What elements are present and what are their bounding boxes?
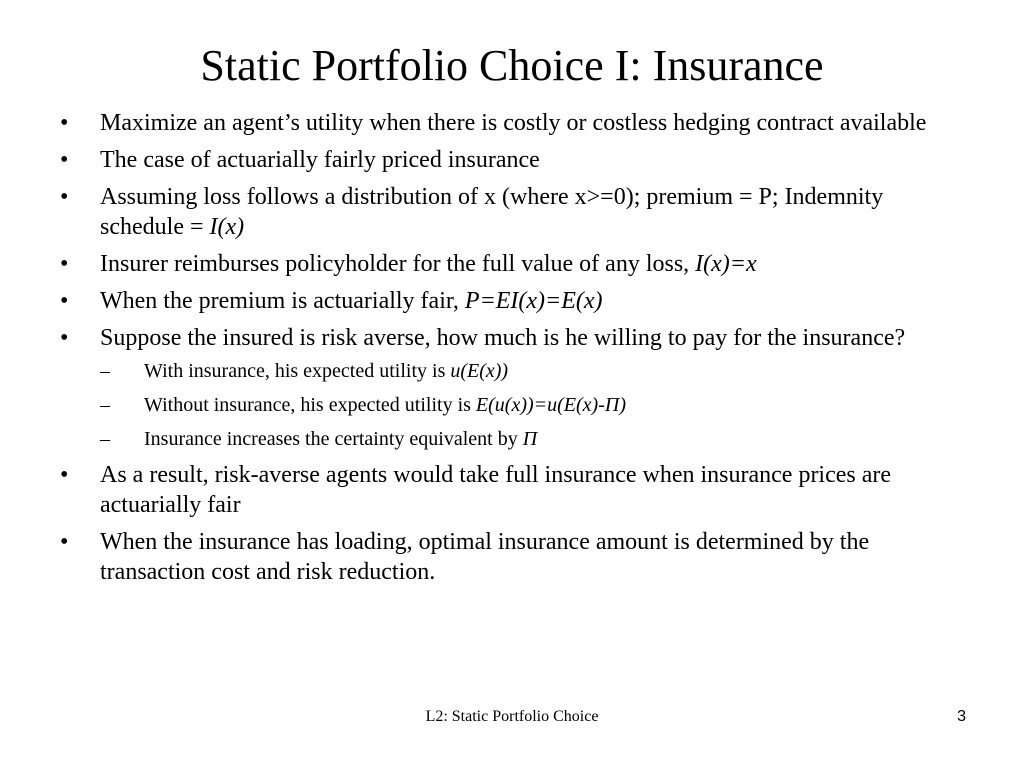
- sub-bullet-text: Without insurance, his expected utility is: [144, 394, 476, 416]
- bullet-symbol: •: [60, 529, 69, 555]
- bullet-symbol: •: [60, 251, 69, 277]
- bullet-symbol: •: [60, 288, 69, 314]
- math-expression: P=EI(x)=E(x): [464, 288, 603, 314]
- math-expression: E(u(x))=u(E(x)-Π): [475, 394, 626, 416]
- math-expression: I(x): [209, 214, 245, 240]
- bullet-item-maximize-utility: [60, 108, 960, 138]
- slide-title: Static Portfolio Choice I: Insurance: [200, 41, 824, 90]
- bullet-symbol: •: [60, 184, 69, 210]
- bullet-list: [60, 108, 960, 594]
- bullet-text: Insurer reimburses policyholder for the full value of any loss,: [100, 251, 696, 277]
- sub-bullet-text: Insurance increases the certainty equivalent by: [144, 428, 523, 450]
- bullet-text: Assuming loss follows a distribution of x (where x>=0); premium = P; Indemnity schedule =: [100, 184, 884, 240]
- bullet-item-loss-distribution: [60, 182, 960, 242]
- sub-bullet-symbol: –: [100, 394, 110, 416]
- bullet-text: Suppose the insured is risk averse, how much is he willing to pay for the insurance?: [100, 325, 906, 351]
- math-expression: I(x)=x: [695, 251, 757, 277]
- bullet-item-full-reimbursement: [60, 249, 960, 279]
- sub-bullet-symbol: –: [100, 428, 110, 450]
- sub-bullet-item-certainty-equivalent: [100, 426, 960, 452]
- page-number: 3: [957, 708, 966, 725]
- math-expression: u(E(x)): [450, 360, 509, 382]
- bullet-item-fair-insurance: [60, 145, 960, 175]
- bullet-text: As a result, risk-averse agents would take full insurance when insurance prices are actuarially fair: [100, 462, 892, 518]
- bullet-item-fair-premium: [60, 286, 960, 316]
- bullet-text: Maximize an agent’s utility when there is costly or costless hedging contract available: [100, 110, 927, 136]
- sub-bullet-item-without-insurance: [100, 392, 960, 418]
- sub-bullet-symbol: –: [100, 360, 110, 382]
- bullet-text: When the insurance has loading, optimal insurance amount is determined by the transaction cost and risk reduction.: [100, 529, 870, 585]
- sub-bullet-list: [100, 358, 960, 452]
- bullet-symbol: •: [60, 325, 69, 351]
- bullet-symbol: •: [60, 147, 69, 173]
- bullet-text: The case of actuarially fairly priced insurance: [100, 147, 540, 173]
- bullet-item-full-insurance-result: [60, 460, 960, 520]
- sub-bullet-text: With insurance, his expected utility is: [144, 360, 451, 382]
- bullet-symbol: •: [60, 462, 69, 488]
- bullet-text: When the premium is actuarially fair,: [100, 288, 465, 314]
- math-expression: Π: [522, 428, 538, 450]
- bullet-symbol: •: [60, 110, 69, 136]
- sub-bullet-item-with-insurance: [100, 358, 960, 384]
- bullet-item-loading: [60, 527, 960, 587]
- bullet-item-risk-averse: [60, 323, 960, 452]
- footer-label: L2: Static Portfolio Choice: [425, 708, 599, 725]
